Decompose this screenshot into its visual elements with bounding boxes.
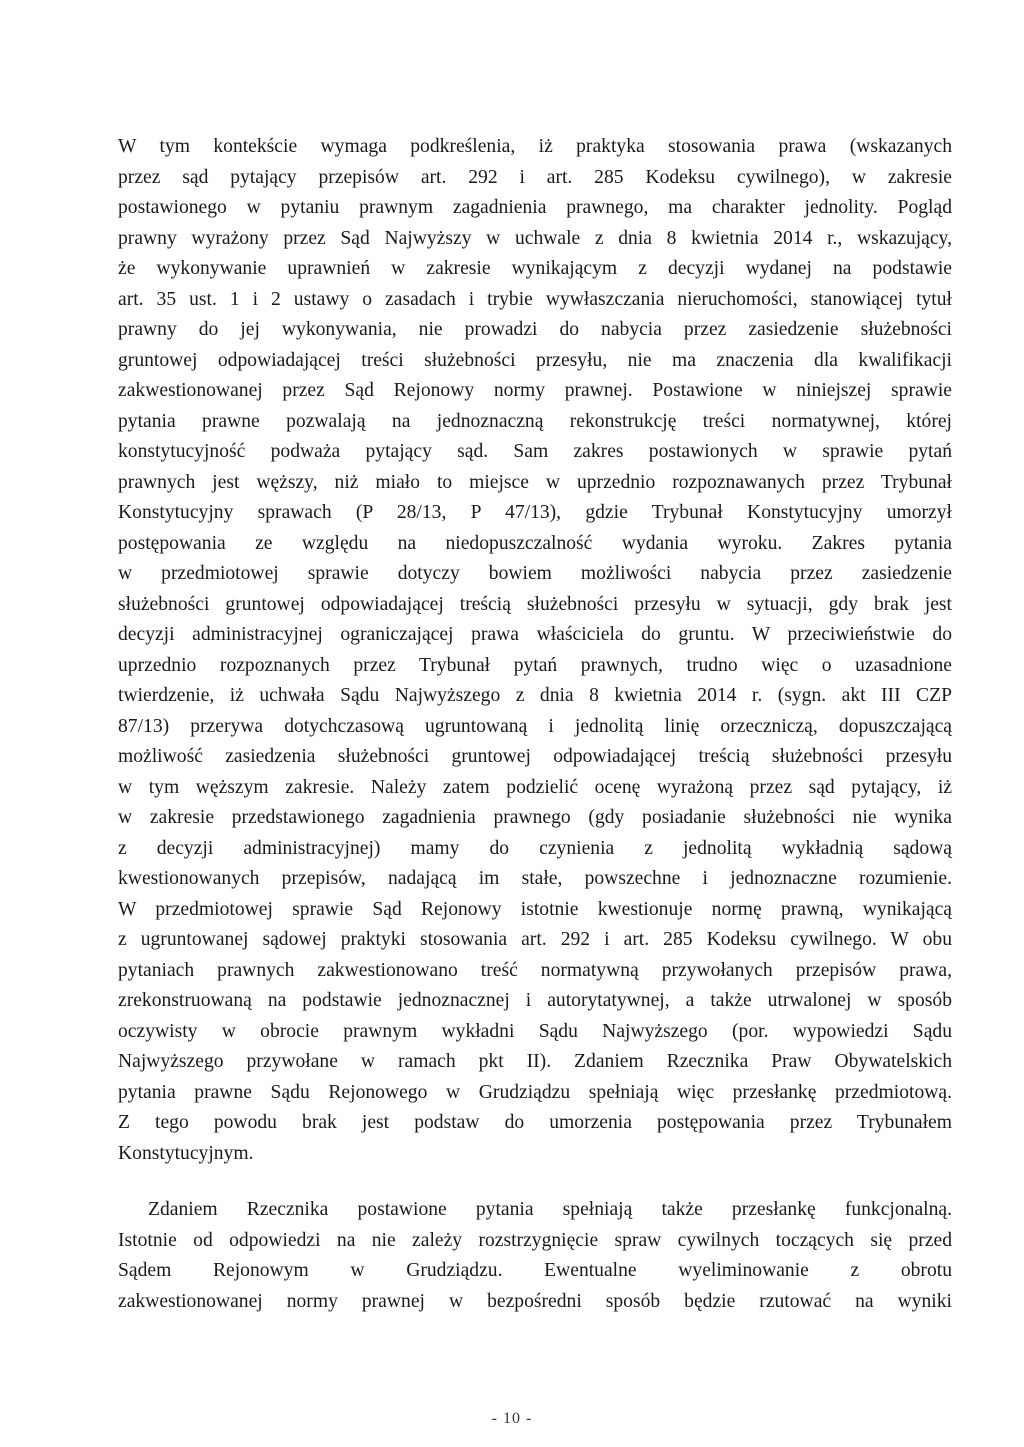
paragraph-2	[118, 1195, 952, 1317]
text-line: art. 35 ust. 1 i 2 ustawy o zasadach i trybie wywłaszczania nieruchomości, stanowiącej tytuł	[118, 288, 952, 310]
text-line: zakwestionowanej normy prawnej w bezpośredni sposób będzie rzutować na wyniki	[118, 1290, 952, 1312]
page-number: - 10 -	[491, 1410, 533, 1427]
text-line: W tym kontekście wymaga podkreślenia, iż praktyka stosowania prawa (wskazanych	[118, 136, 952, 157]
text-line: Najwyższego przywołane w ramach pkt II). Zdaniem Rzecznika Praw Obywatelskich	[118, 1051, 952, 1072]
text-line: pytaniach prawnych zakwestionowano treść normatywną przywołanych przepisów prawa,	[118, 959, 952, 981]
text-line: służebności gruntowej odpowiadającej treścią służebności przesyłu w sytuacji, gdy brak jest	[118, 593, 952, 615]
text-line: Sądem Rejonowym w Grudziądzu. Ewentualne wyeliminowanie z obrotu	[118, 1260, 952, 1281]
text-line: przez sąd pytający przepisów art. 292 i art. 285 Kodeksu cywilnego), w zakresie	[118, 166, 952, 188]
text-line: zakwestionowanej przez Sąd Rejonowy normy prawnej. Postawione w niniejszej sprawie	[118, 380, 952, 401]
text-line: kwestionowanych przepisów, nadającą im stałe, powszechne i jednoznaczne rozumienie.	[118, 868, 952, 889]
text-line: twierdzenie, iż uchwała Sądu Najwyższego z dnia 8 kwietnia 2014 r. (sygn. akt III CZP	[118, 685, 952, 706]
text-line: Konstytucyjnym.	[118, 1142, 254, 1164]
text-line: prawnych jest węższy, niż miało to miejsce w uprzednio rozpoznawanych przez Trybunał	[118, 471, 952, 493]
text-line: decyzji administracyjnej ograniczającej prawa właściciela do gruntu. W przeciwieństwie do	[118, 624, 952, 645]
text-line: Istotnie od odpowiedzi na nie zależy rozstrzygnięcie spraw cywilnych toczących się przed	[118, 1229, 952, 1251]
paragraph-1	[118, 132, 952, 1169]
text-line: prawny do jej wykonywania, nie prowadzi do nabycia przez zasiedzenie służebności	[118, 319, 952, 340]
text-line: w tym węższym zakresie. Należy zatem podzielić ocenę wyrażoną przez sąd pytający, iż	[118, 776, 952, 798]
text-line: Konstytucyjny sprawach (P 28/13, P 47/13), gdzie Trybunał Konstytucyjny umorzył	[118, 502, 952, 523]
text-line: Zdaniem Rzecznika postawione pytania spełniają także przesłankę funkcjonalną.	[148, 1199, 952, 1220]
text-line: pytania prawne pozwalają na jednoznaczną rekonstrukcję treści normatywnej, której	[118, 410, 952, 432]
text-line: z ugruntowanej sądowej praktyki stosowania art. 292 i art. 285 Kodeksu cywilnego. W obu	[118, 929, 952, 950]
text-line: z decyzji administracyjnej) mamy do czynienia z jednolitą wykładnią sądową	[118, 837, 952, 859]
text-line: prawny wyrażony przez Sąd Najwyższy w uchwale z dnia 8 kwietnia 2014 r., wskazujący,	[118, 227, 952, 249]
text-line: gruntowej odpowiadającej treści służebności przesyłu, nie ma znaczenia dla kwalifikacji	[118, 349, 952, 371]
text-line: w przedmiotowej sprawie dotyczy bowiem możliwości nabycia przez zasiedzenie	[118, 563, 952, 584]
text-line: W przedmiotowej sprawie Sąd Rejonowy istotnie kwestionuje normę prawną, wynikającą	[118, 898, 952, 920]
text-line: w zakresie przedstawionego zagadnienia prawnego (gdy posiadanie służebności nie wynika	[118, 807, 952, 828]
text-line: konstytucyjność podważa pytający sąd. Sam zakres postawionych w sprawie pytań	[118, 441, 952, 462]
text-line: zrekonstruowaną na podstawie jednoznacznej i autorytatywnej, a także utrwalonej w sposób	[118, 990, 952, 1011]
text-line: postawionego w pytaniu prawnym zagadnienia prawnego, ma charakter jednolity. Pogląd	[118, 197, 952, 218]
text-line: 87/13) przerywa dotychczasową ugruntowaną i jednolitą linię orzeczniczą, dopuszczającą	[118, 715, 952, 737]
text-line: że wykonywanie uprawnień w zakresie wynikającym z decyzji wydanej na podstawie	[118, 258, 952, 279]
text-line: oczywisty w obrocie prawnym wykładni Sądu Najwyższego (por. wypowiedzi Sądu	[118, 1020, 952, 1042]
text-line: uprzednio rozpoznanych przez Trybunał pytań prawnych, trudno więc o uzasadnione	[118, 654, 952, 676]
text-line: Z tego powodu brak jest podstaw do umorzenia postępowania przez Trybunałem	[118, 1112, 952, 1133]
text-line: pytania prawne Sądu Rejonowego w Grudziądzu spełniają więc przesłankę przedmiotową.	[118, 1081, 952, 1103]
text-line: możliwość zasiedzenia służebności gruntowej odpowiadającej treścią służebności przesyłu	[118, 746, 952, 767]
text-line: postępowania ze względu na niedopuszczalność wydania wyroku. Zakres pytania	[118, 532, 952, 554]
